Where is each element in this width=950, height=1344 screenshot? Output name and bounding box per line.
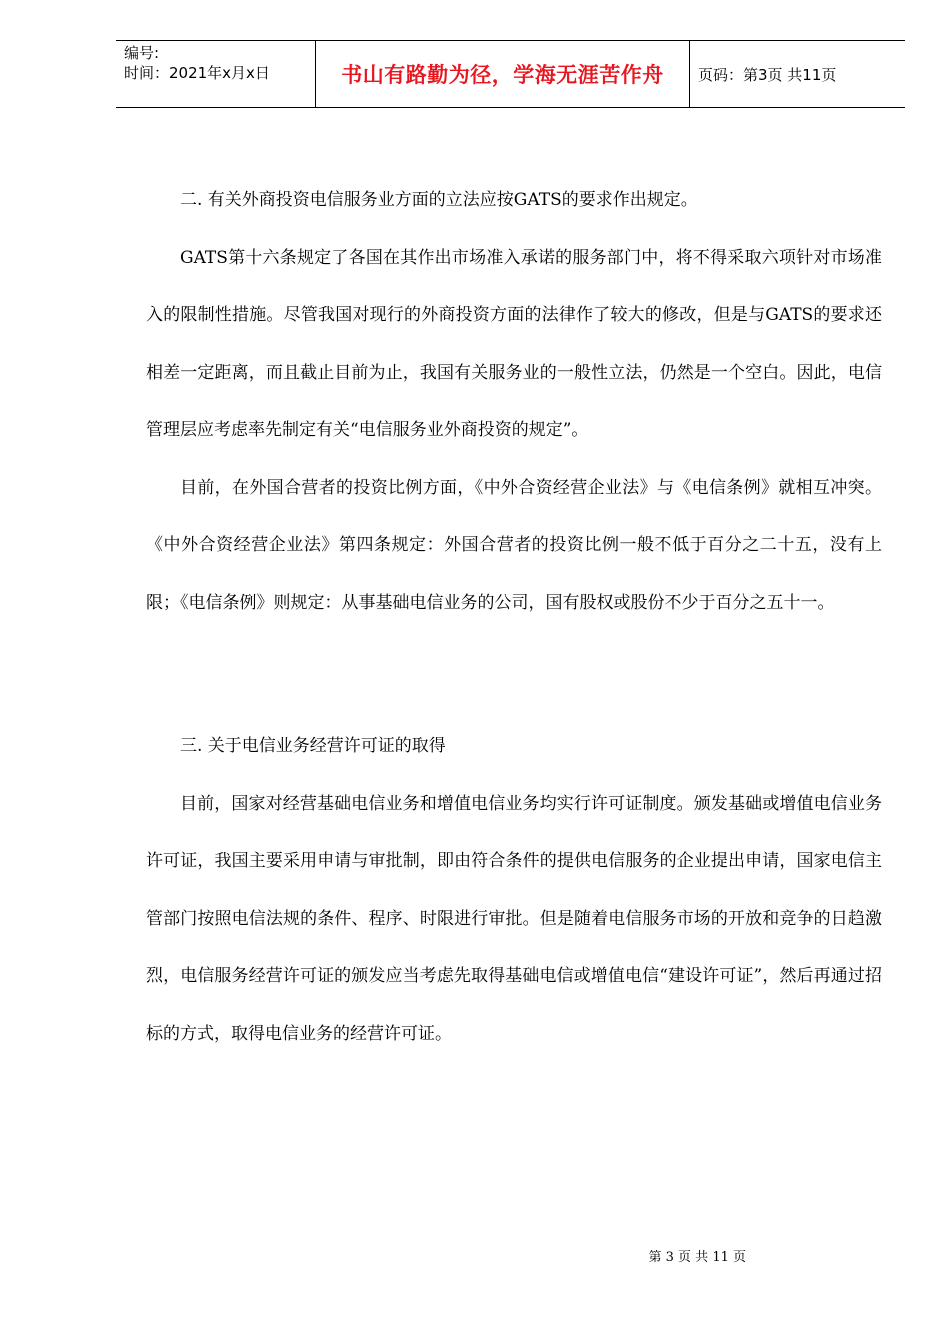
section-2-paragraph-2: 目前，在外国合营者的投资比例方面，《中外合资经营企业法》与《电信条例》就相互冲突。《中外合资经营企业法》第四条规定：外国合营者的投资比例一般不低于百分之二十五，没有上限；《电信条例》则规定：从事基础电信业务的公司，国有股权或股份不少于百分之五十一。 [146,477,882,613]
page-header [116,40,905,108]
document-number-label: 编号: [124,44,160,62]
section-3-paragraph-1: 目前，国家对经营基础电信业务和增值电信业务均实行许可证制度。颁发基础或增值电信业务许可证，我国主要采用申请与审批制，即由符合条件的提供电信服务的企业提出申请，国家电信主管部门按照电信法规的条件、程序、时限进行审批。但是随着电信服务市场的开放和竞争的日趋激烈，电信服务经营许可证的颁发应当考虑先取得基础电信或增值电信“建设许可证”，然后再通过招标的方式，取得电信业务的经营许可证。 [146,793,882,1044]
document-date-label: 时间：2021年x月x日 [124,64,270,82]
section-3-heading: 三. 关于电信业务经营许可证的取得 [180,736,446,756]
header-page-info: 页码：第3页 共11页 [698,65,837,84]
section-spacer [146,632,882,718]
section-2-paragraph-1: GATS第十六条规定了各国在其作出市场准入承诺的服务部门中，将不得采取六项针对市场准入的限制性措施。尽管我国对现行的外商投资方面的法律作了较大的修改，但是与GATS的要求还相差一定距离，而且截止目前为止，我国有关服务业的一般性立法，仍然是一个空白。因此，电信管理层应考虑率先制定有关“电信服务业外商投资的规定”。 [146,247,882,440]
document-body [146,172,882,1063]
section-2-heading: 二. 有关外商投资电信服务业方面的立法应按GATS的要求作出规定。 [180,190,698,210]
header-meta-cell [116,41,316,107]
header-motto: 书山有路勤为径，学海无涯苦作舟 [316,41,690,107]
page-footer: 第 3 页 共 11 页 [648,1250,746,1265]
